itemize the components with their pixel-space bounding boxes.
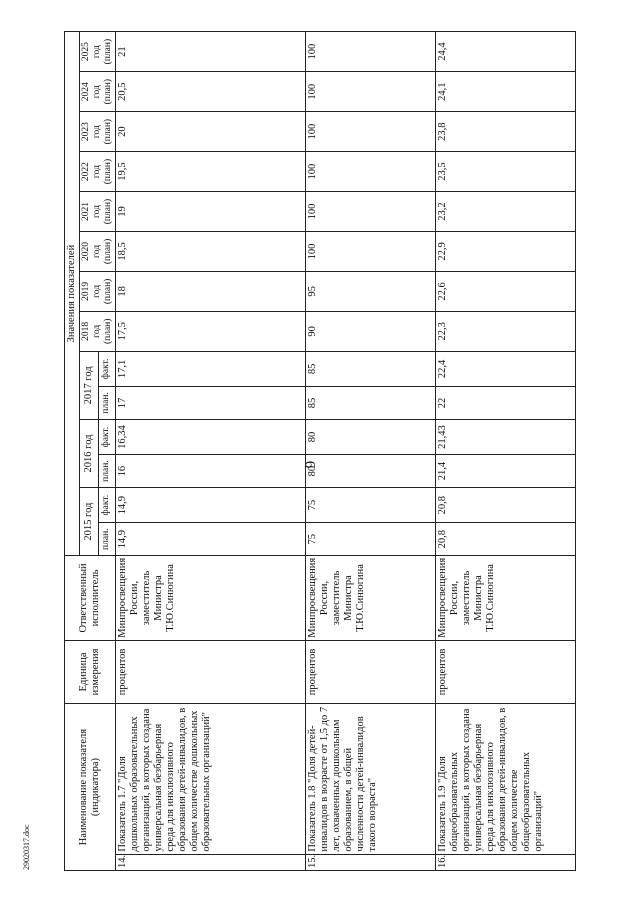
header-year-plan: 2024 год (план) [80, 72, 116, 112]
row-index: 14. [115, 854, 305, 870]
unit-cell: процентов [115, 640, 305, 703]
value-cell: 20,8 [435, 488, 575, 523]
header-year-plan: 2025 год (план) [80, 32, 116, 72]
row-index: 15. [305, 854, 435, 870]
responsible-cell: Минпросвещения России, заместитель Министра Т.Ю.Синюгина [305, 556, 435, 641]
indicators-table [64, 31, 576, 871]
table-row [435, 32, 575, 871]
header-plan: план. [98, 387, 115, 420]
value-cell: 16 [115, 455, 305, 488]
page-number: 6 [301, 460, 318, 469]
unit-cell: процентов [305, 640, 435, 703]
header-2015: 2015 год [80, 488, 99, 556]
value-cell: 16,34 [115, 419, 305, 454]
value-cell: 23,2 [435, 192, 575, 232]
value-cell: 21,43 [435, 419, 575, 454]
value-cell: 17,5 [115, 311, 305, 351]
rotated-table-container [64, 31, 634, 871]
table-row [115, 32, 305, 871]
value-cell: 17,1 [115, 351, 305, 386]
value-cell: 100 [305, 32, 435, 72]
header-year-plan: 2019 год (план) [80, 271, 116, 311]
value-cell: 22 [435, 387, 575, 420]
value-cell: 21 [115, 32, 305, 72]
footer-filename: 29020317.doc [22, 824, 31, 870]
value-cell: 22,6 [435, 271, 575, 311]
value-cell: 100 [305, 72, 435, 112]
value-cell: 14,9 [115, 523, 305, 556]
value-cell: 22,4 [435, 351, 575, 386]
value-cell: 80 [305, 455, 435, 488]
value-cell: 22,3 [435, 311, 575, 351]
header-2017: 2017 год [80, 351, 99, 419]
value-cell: 100 [305, 152, 435, 192]
row-index: 16. [435, 854, 575, 870]
table-row [305, 32, 435, 871]
value-cell: 75 [305, 523, 435, 556]
value-cell: 85 [305, 387, 435, 420]
header-year-plan: 2022 год (план) [80, 152, 116, 192]
value-cell: 14,9 [115, 488, 305, 523]
value-cell: 24,1 [435, 72, 575, 112]
value-cell: 80 [305, 419, 435, 454]
value-cell: 23,8 [435, 112, 575, 152]
header-year-plan: 2021 год (план) [80, 192, 116, 232]
value-cell: 75 [305, 488, 435, 523]
value-cell: 17 [115, 387, 305, 420]
indicator-name: Показатель 1.8 "Доля детей-инвалидов в возрасте от 1,5 до 7 лет, охваченных дошкольным образованием, в общей численности детей-инвалидов такого возраста" [305, 704, 435, 854]
value-cell: 18 [115, 271, 305, 311]
header-name: Наименование показателя (индикатора) [65, 704, 116, 871]
header-unit: Единица измерения [65, 640, 116, 703]
responsible-cell: Минпросвещения России, заместитель Министра Т.Ю.Синюгина [115, 556, 305, 641]
indicator-name: Показатель 1.7 "Доля дошкольных образовательных организаций, в которых создана универсальная безбарьерная среда для инклюзивного образования детей-инвалидов, в общем количестве дошкольных образовательных организаций" [115, 704, 305, 854]
value-cell: 85 [305, 351, 435, 386]
indicator-name: Показатель 1.9 "Доля общеобразовательных организаций, в которых создана универсальная безбарьерная среда для инклюзивного образования детей-инвалидов, в общем количестве общеобразовательных организаций" [435, 704, 575, 854]
header-responsible: Ответственный исполнитель [65, 556, 116, 641]
value-cell: 21,4 [435, 455, 575, 488]
value-cell: 90 [305, 311, 435, 351]
value-cell: 20,8 [435, 523, 575, 556]
value-cell: 100 [305, 231, 435, 271]
responsible-cell: Минпросвещения России, заместитель Министра Т.Ю.Синюгина [435, 556, 575, 641]
unit-cell: процентов [435, 640, 575, 703]
header-year-plan: 2023 год (план) [80, 112, 116, 152]
value-cell: 18,5 [115, 231, 305, 271]
value-cell: 19 [115, 192, 305, 232]
header-fact: факт. [98, 488, 115, 523]
header-fact: факт. [98, 419, 115, 454]
value-cell: 23,5 [435, 152, 575, 192]
header-plan: план. [98, 523, 115, 556]
value-cell: 20 [115, 112, 305, 152]
value-cell: 100 [305, 192, 435, 232]
header-plan: план. [98, 455, 115, 488]
header-values-group: Значения показателей [65, 32, 80, 556]
header-year-plan: 2018 год (план) [80, 311, 116, 351]
value-cell: 22,9 [435, 231, 575, 271]
value-cell: 20,5 [115, 72, 305, 112]
header-2016: 2016 год [80, 419, 99, 487]
value-cell: 24,4 [435, 32, 575, 72]
value-cell: 19,5 [115, 152, 305, 192]
value-cell: 95 [305, 271, 435, 311]
header-year-plan: 2020 год (план) [80, 231, 116, 271]
header-fact: факт. [98, 351, 115, 386]
value-cell: 100 [305, 112, 435, 152]
